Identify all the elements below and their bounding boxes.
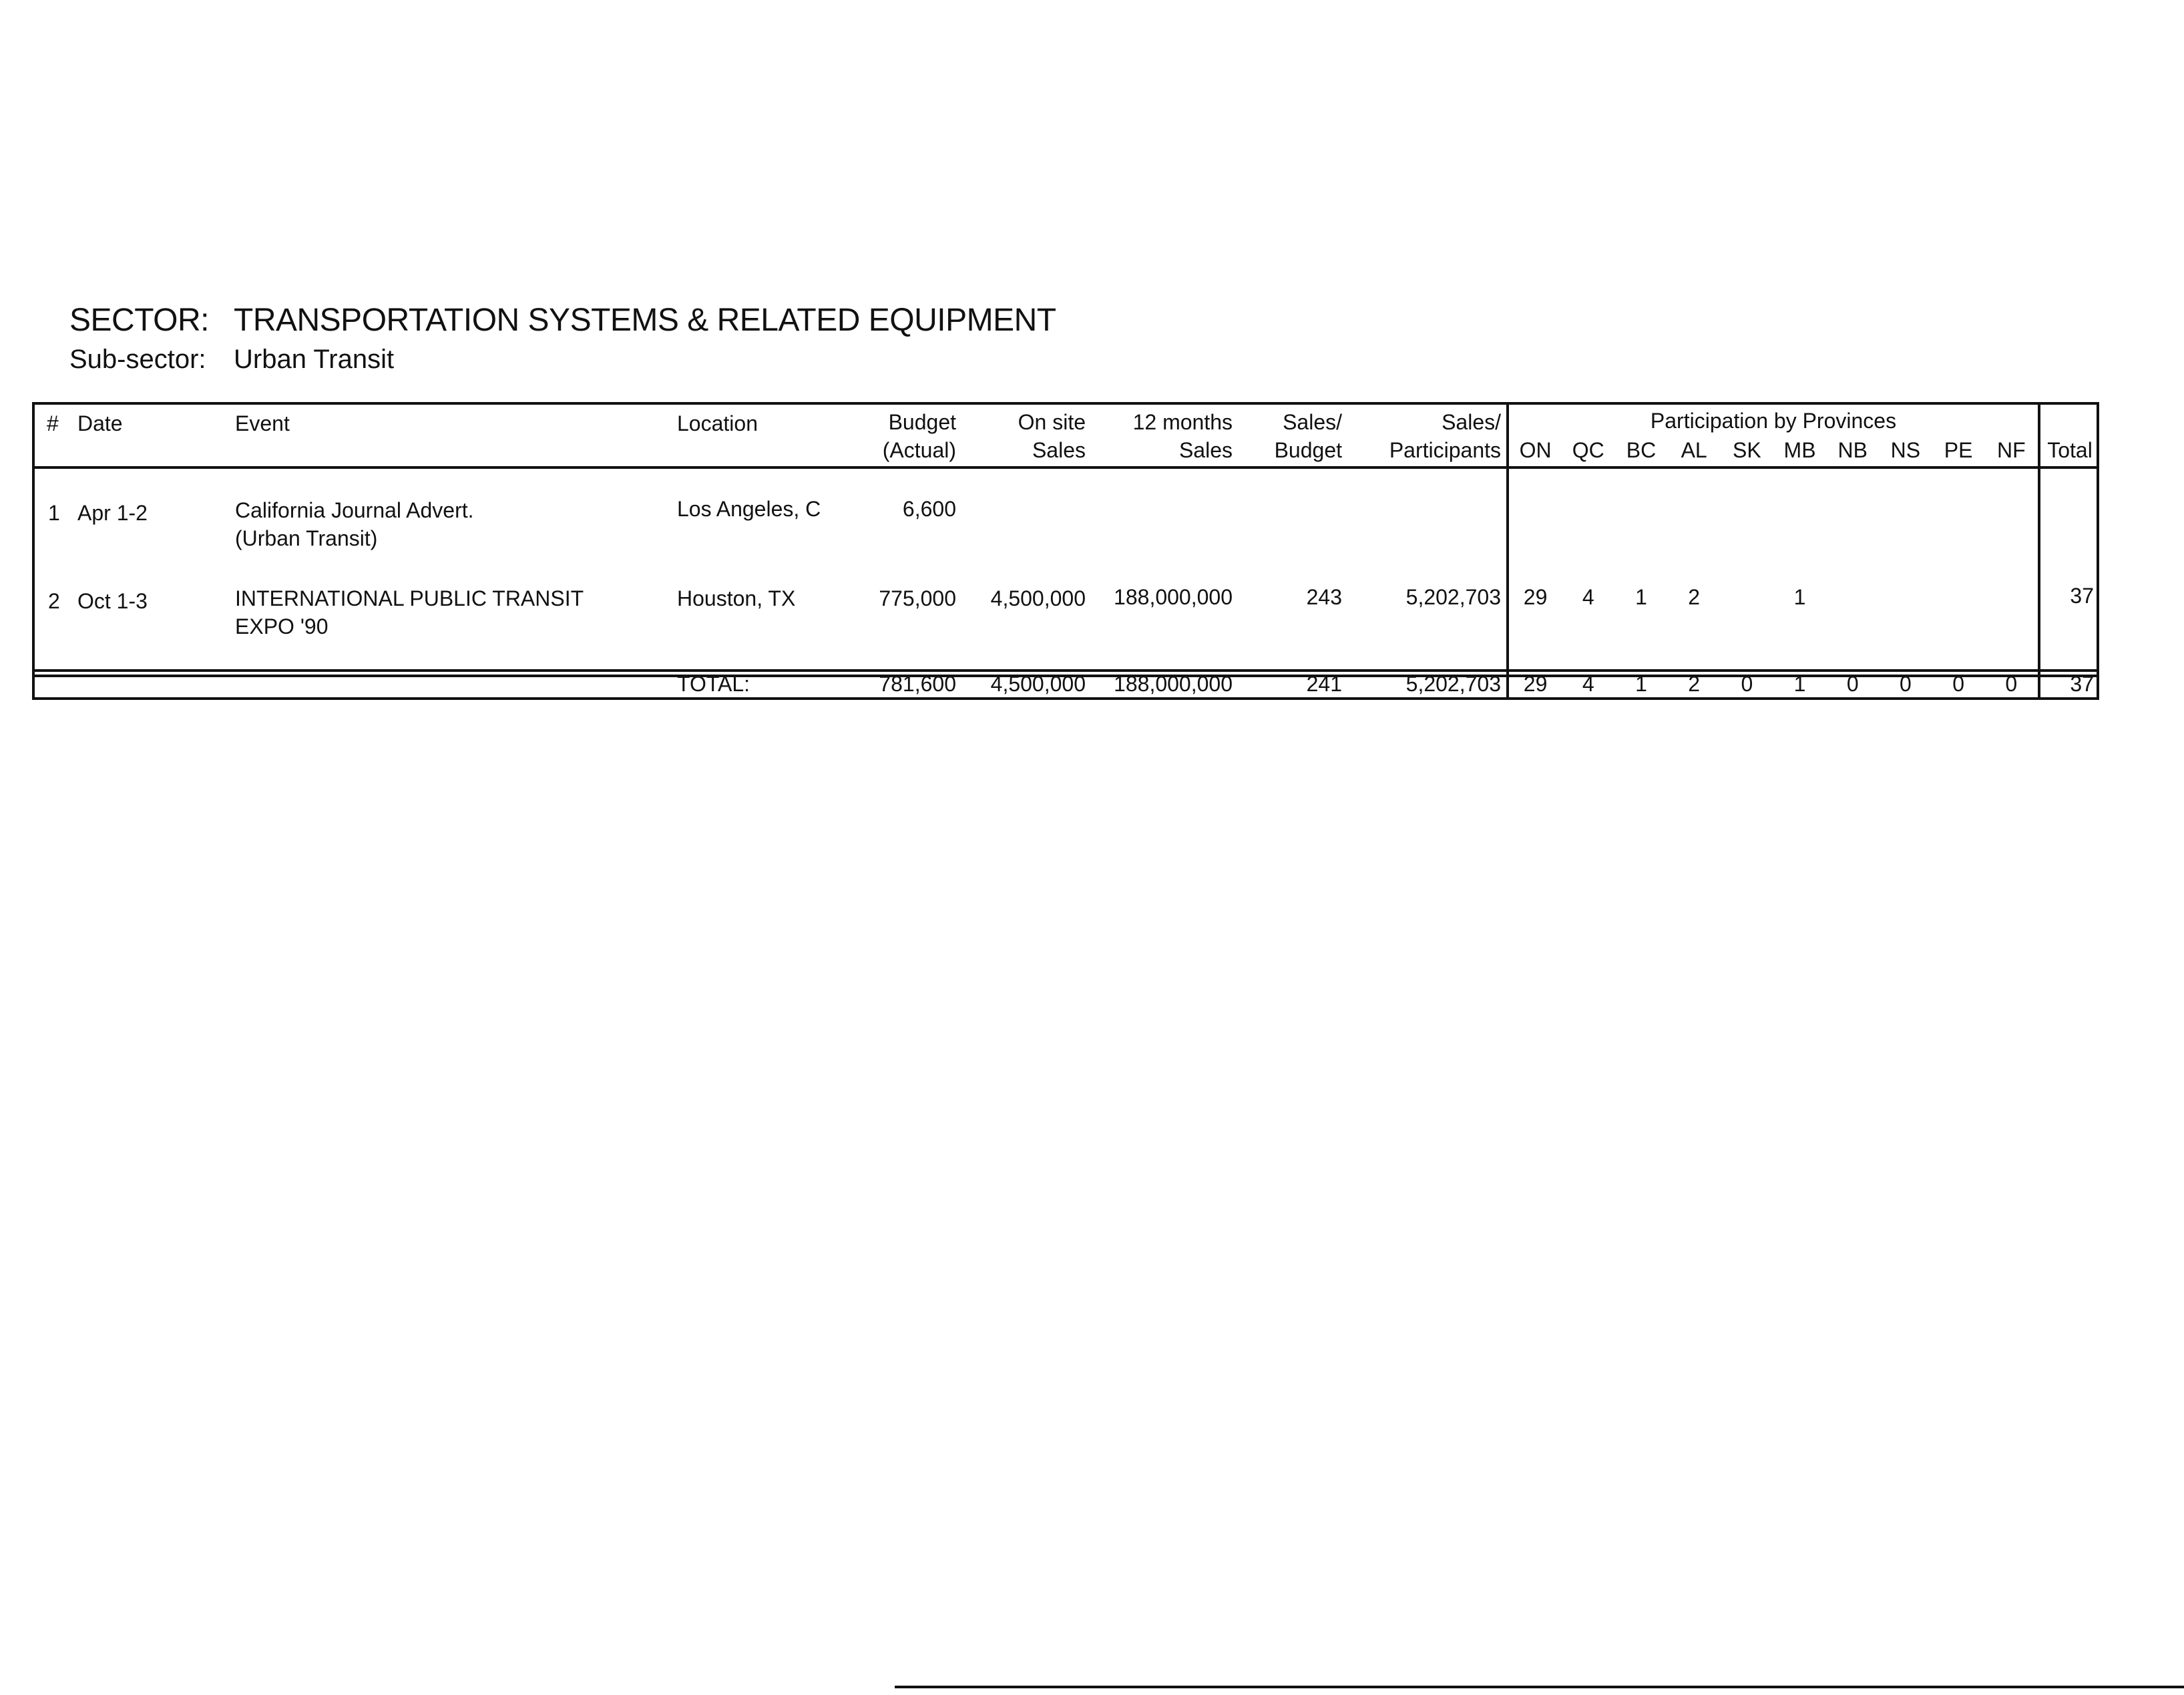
province-count: 29	[1523, 585, 1548, 609]
row-2-provinces	[1509, 584, 2038, 610]
province-count: 1	[1635, 585, 1647, 609]
header-sales-budget-sub: Budget	[1274, 438, 1342, 462]
row-2-date: Oct 1-3	[77, 589, 148, 613]
totals-budget: 781,600	[879, 672, 956, 696]
province-total: 0	[1846, 672, 1859, 696]
header-sales-participants: Sales/	[1442, 410, 1501, 434]
province-total: 0	[1900, 672, 1912, 696]
row-2-total: 37	[2070, 584, 2094, 608]
totals-total: 37	[2070, 672, 2094, 696]
province-total: 0	[1952, 672, 1964, 696]
header-total: Total	[2047, 438, 2093, 462]
row-1-date: Apr 1-2	[77, 501, 148, 525]
header-provinces	[1509, 437, 2038, 463]
province-header: AL	[1681, 438, 1707, 462]
province-header: MB	[1783, 438, 1816, 462]
subsector-value: Urban Transit	[234, 345, 395, 374]
header-event: Event	[235, 411, 290, 435]
header-participation: Participation by Provinces	[1650, 409, 1897, 433]
province-count: 1	[1793, 585, 1806, 609]
province-header: NF	[1996, 438, 2026, 462]
row-2-budget: 775,000	[879, 586, 956, 610]
row-2-sales-budget: 243	[1306, 585, 1342, 609]
header-twelve: 12 months	[1132, 410, 1233, 434]
province-total: 1	[1793, 672, 1806, 696]
province-count	[1985, 584, 2038, 610]
header-divider	[35, 466, 2097, 469]
province-count	[1826, 584, 1879, 610]
province-count: 2	[1688, 585, 1701, 609]
events-table	[32, 402, 2099, 700]
province-header: NS	[1890, 438, 1921, 462]
province-total: 4	[1582, 672, 1594, 696]
row-2-onsite: 4,500,000	[990, 586, 1086, 610]
province-header: BC	[1626, 438, 1657, 462]
row-1-event-sub: (Urban Transit)	[235, 526, 378, 550]
header-num: #	[47, 411, 59, 435]
totals-provinces	[1509, 671, 2038, 697]
header-sales-participants-sub: Participants	[1389, 438, 1501, 462]
province-header: QC	[1572, 438, 1604, 462]
row-1-event: California Journal Advert.	[235, 498, 474, 522]
totals-twelve: 188,000,000	[1114, 672, 1233, 696]
row-2-event: INTERNATIONAL PUBLIC TRANSIT	[235, 586, 584, 610]
sector-value: TRANSPORTATION SYSTEMS & RELATED EQUIPMENT	[234, 303, 1056, 338]
province-total: 2	[1688, 672, 1701, 696]
province-header: ON	[1519, 438, 1552, 462]
subsector-label: Sub-sector:	[69, 345, 206, 374]
province-count	[1879, 584, 1932, 610]
row-2-event-sub: EXPO '90	[235, 614, 329, 638]
totals-onsite: 4,500,000	[990, 672, 1086, 696]
province-count	[1721, 584, 1773, 610]
province-total: 0	[2005, 672, 2018, 696]
row-1-budget: 6,600	[902, 497, 956, 521]
province-header: PE	[1944, 438, 1973, 462]
row-2-num: 2	[48, 589, 60, 613]
header-budget-sub: (Actual)	[882, 438, 956, 462]
header-budget: Budget	[888, 410, 956, 434]
totals-sales-participants: 5,202,703	[1405, 672, 1501, 696]
header-sales-budget: Sales/	[1283, 410, 1342, 434]
row-2-twelve: 188,000,000	[1114, 585, 1233, 609]
row-2-location: Houston, TX	[677, 586, 796, 610]
sector-label: SECTOR:	[69, 303, 209, 338]
header-date: Date	[77, 411, 123, 435]
province-header: SK	[1733, 438, 1761, 462]
row-1-location: Los Angeles, C	[677, 497, 821, 521]
province-total: 0	[1741, 672, 1753, 696]
header-onsite: On site	[1018, 410, 1086, 434]
province-count: 4	[1582, 585, 1594, 609]
province-header: NB	[1837, 438, 1868, 462]
header-onsite-sub: Sales	[1032, 438, 1086, 462]
sector-heading	[69, 302, 1056, 339]
subsector-heading	[69, 345, 394, 375]
totals-label: TOTAL:	[677, 672, 750, 696]
totals-sales-budget: 241	[1306, 672, 1342, 696]
page-bottom-rule	[895, 1686, 2184, 1688]
province-total: 1	[1635, 672, 1647, 696]
header-twelve-sub: Sales	[1178, 438, 1233, 462]
header-location: Location	[677, 411, 758, 435]
row-2-sales-participants: 5,202,703	[1405, 585, 1501, 609]
province-total: 29	[1523, 672, 1548, 696]
province-count	[1932, 584, 1985, 610]
row-1-num: 1	[48, 501, 60, 525]
